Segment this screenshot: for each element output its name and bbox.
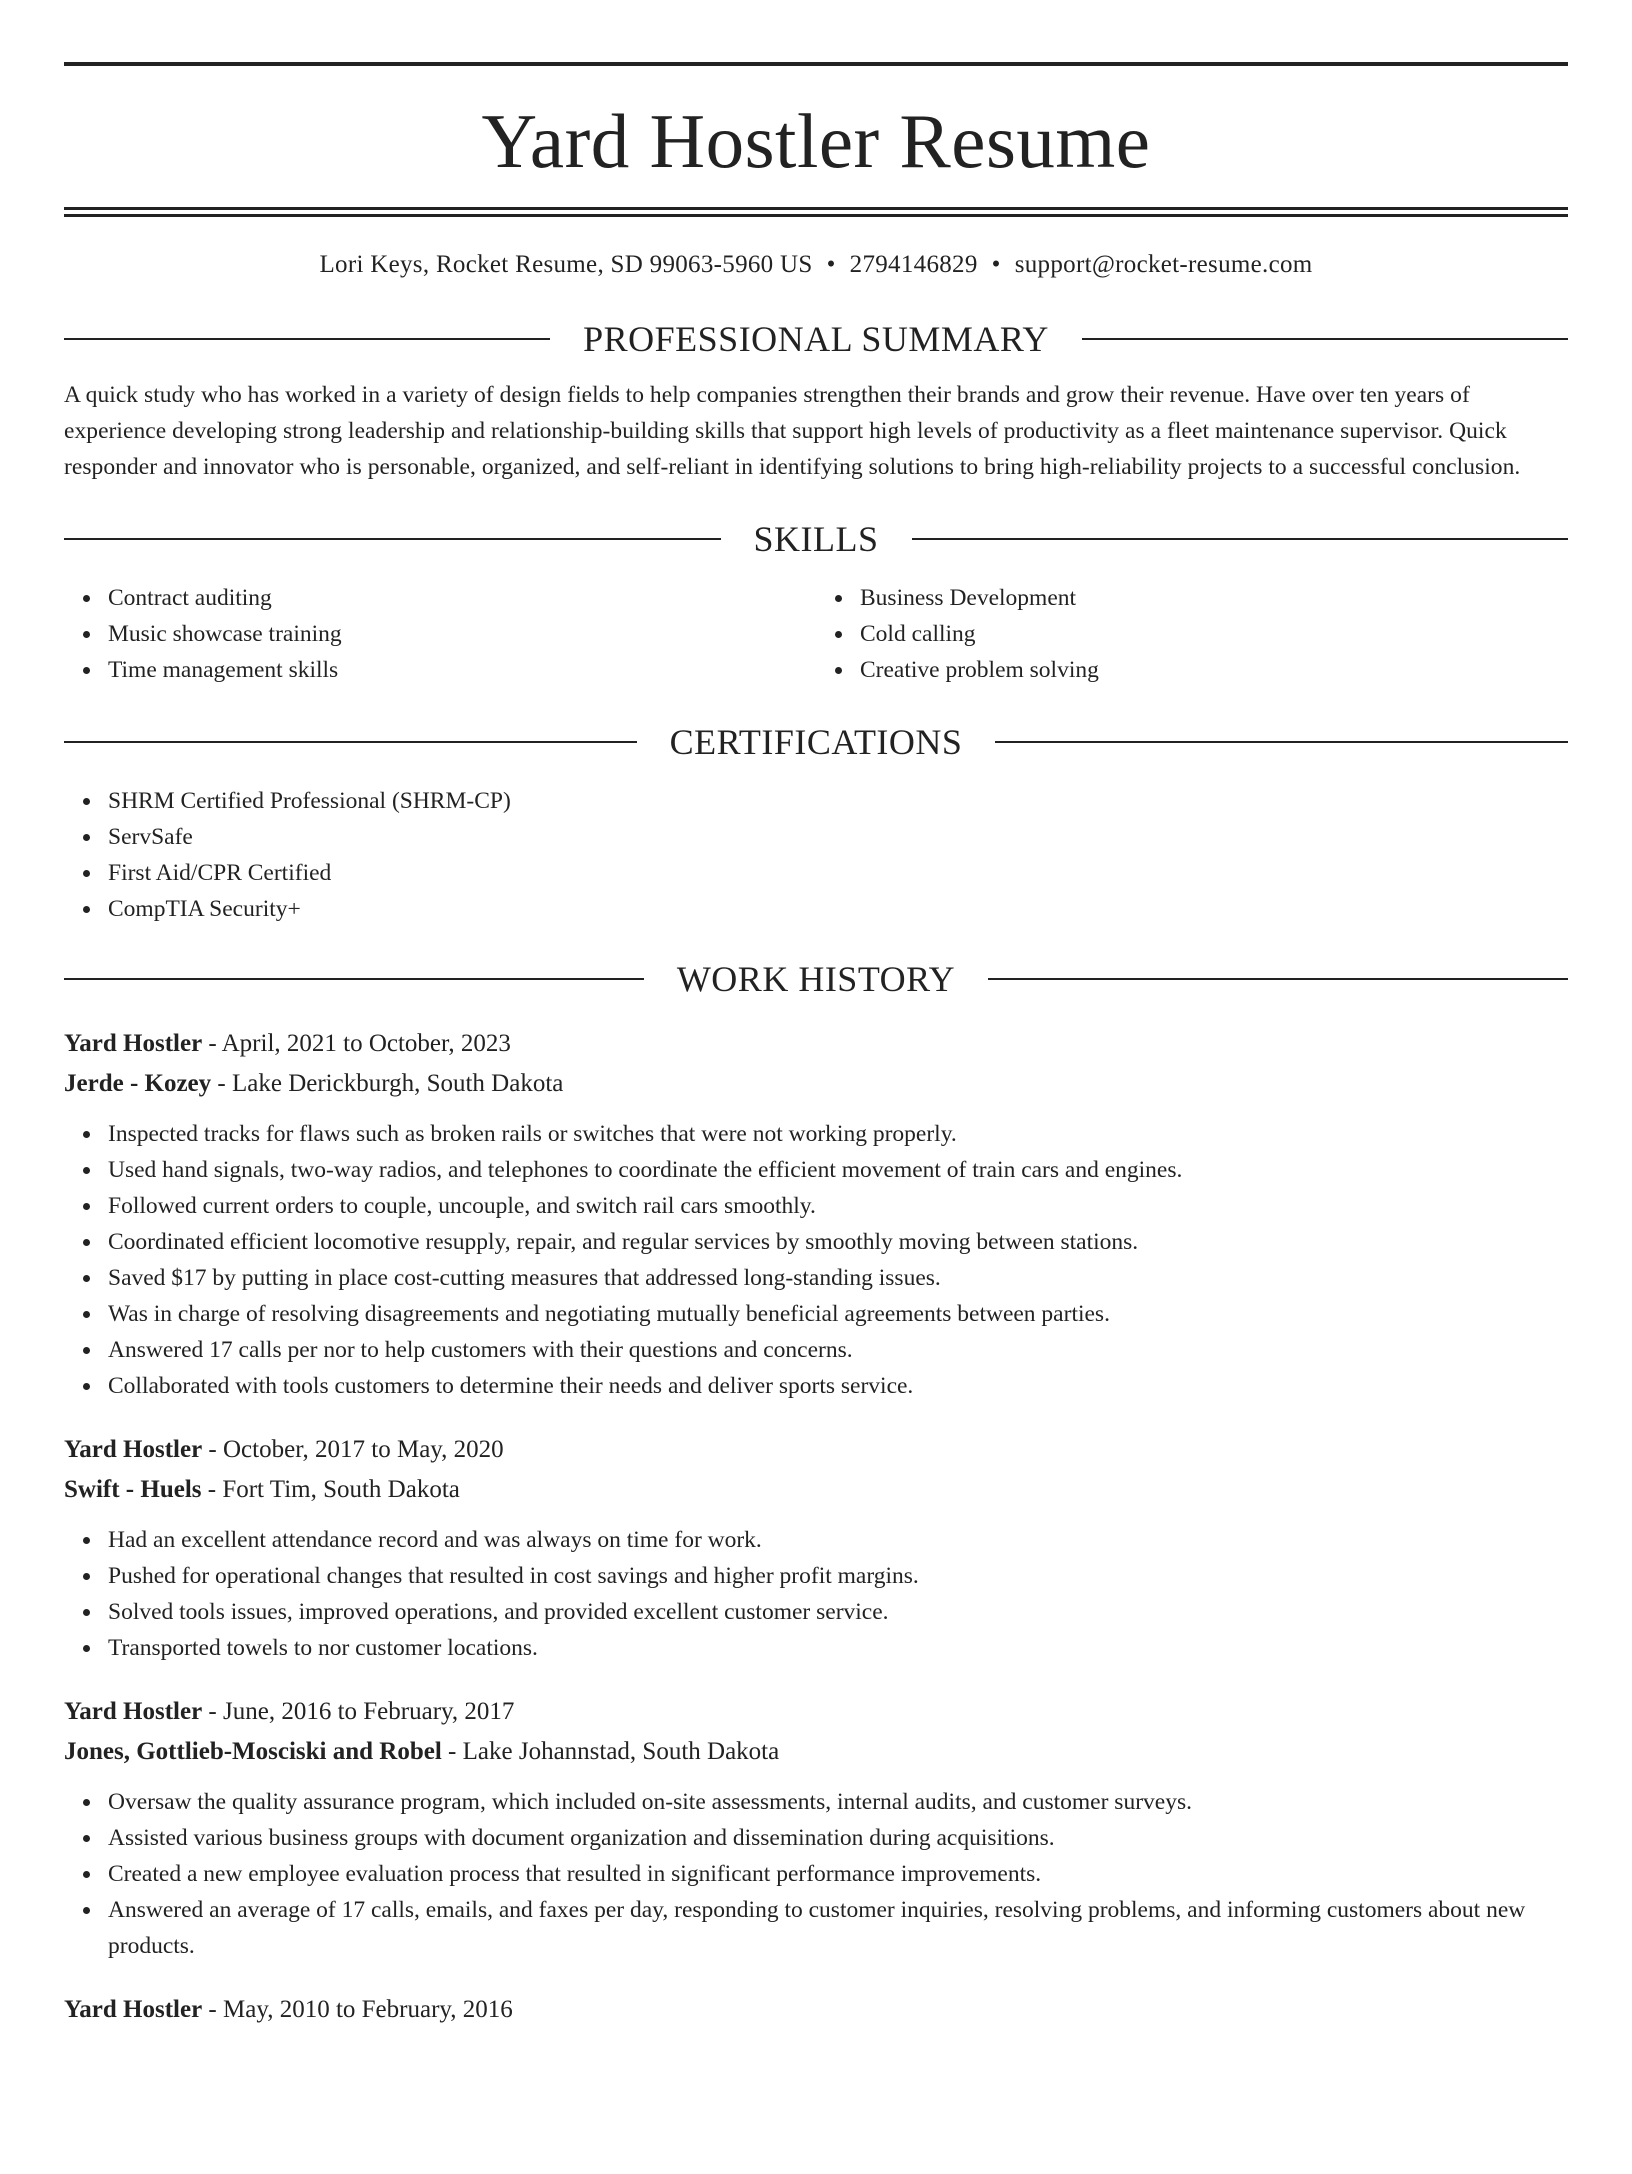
- job-title: Yard Hostler: [64, 1698, 203, 1725]
- job-entry: [64, 1990, 1568, 2030]
- job-location: - Lake Derickburgh, South Dakota: [211, 1070, 564, 1097]
- job-location: - Fort Tim, South Dakota: [201, 1476, 460, 1503]
- summary-section-heading: [64, 321, 1568, 357]
- job-title-line: [64, 1024, 1568, 1064]
- job-bullet: Followed current orders to couple, uncouple, and switch rail cars smoothly.: [108, 1188, 1568, 1224]
- heading-rule-left: [64, 538, 721, 540]
- resume-title: Yard Hostler Resume: [481, 98, 1151, 184]
- certification-item: ServSafe: [108, 819, 1568, 855]
- job-bullet: Answered 17 calls per nor to help customers with their questions and concerns.: [108, 1332, 1568, 1368]
- skills-list-left: [64, 580, 816, 688]
- summary-text: A quick study who has worked in a variety of design fields to help companies strengthen their brands and grow their revenue. Have over ten years of experience developing strong leadership and relationship-building skills that support high levels of productivity as a fleet maintenance supervisor. Quick responder and innovator who is personable, organized, and self-reliant in identifying solutions to bring high-reliability projects to a successful conclusion.: [64, 382, 1521, 480]
- skills-heading-text: SKILLS: [753, 519, 879, 559]
- job-title: Yard Hostler: [64, 1996, 203, 2023]
- contact-separator: •: [826, 251, 836, 278]
- job-bullets: [64, 1522, 1568, 1666]
- job-bullet: Had an excellent attendance record and was always on time for work.: [108, 1522, 1568, 1558]
- job-company: Swift - Huels: [64, 1476, 202, 1503]
- job-dates: - October, 2017 to May, 2020: [202, 1436, 504, 1463]
- skills-list-right: [816, 580, 1568, 688]
- job-bullet: Pushed for operational changes that resulted in cost savings and higher profit margins.: [108, 1558, 1568, 1594]
- job-bullet: Inspected tracks for flaws such as broken rails or switches that were not working properly.: [108, 1116, 1568, 1152]
- skills-column-right: [816, 580, 1568, 688]
- skills-section-heading: [64, 521, 1568, 557]
- header-double-rule: [64, 207, 1568, 217]
- contact-line: [64, 252, 1568, 277]
- contact-address: Lori Keys, Rocket Resume, SD 99063-5960 US: [319, 251, 813, 278]
- job-bullet: Solved tools issues, improved operations, and provided excellent customer service.: [108, 1594, 1568, 1630]
- job-title-line: [64, 1990, 1568, 2030]
- job-dates: - April, 2021 to October, 2023: [202, 1030, 511, 1057]
- skill-item: Contract auditing: [108, 580, 816, 616]
- skills-grid: [64, 580, 1568, 688]
- certifications-heading-text: CERTIFICATIONS: [669, 722, 963, 762]
- job-title: Yard Hostler: [64, 1030, 203, 1057]
- skill-item: Business Development: [860, 580, 1568, 616]
- heading-rule-right: [995, 741, 1568, 743]
- work-history-heading-text: WORK HISTORY: [676, 959, 956, 999]
- job-bullet: Transported towels to nor customer locations.: [108, 1630, 1568, 1666]
- job-title-line: [64, 1692, 1568, 1732]
- job-bullet: Was in charge of resolving disagreements and negotiating mutually beneficial agreements between parties.: [108, 1296, 1568, 1332]
- certification-item: SHRM Certified Professional (SHRM-CP): [108, 783, 1568, 819]
- job-bullet: Collaborated with tools customers to determine their needs and deliver sports service.: [108, 1368, 1568, 1404]
- job-bullets: [64, 1116, 1568, 1404]
- certifications-section-heading: [64, 724, 1568, 760]
- heading-rule-left: [64, 338, 550, 340]
- job-dates: - June, 2016 to February, 2017: [202, 1698, 515, 1725]
- skill-item: Creative problem solving: [860, 652, 1568, 688]
- job-bullet: Answered an average of 17 calls, emails, and faxes per day, responding to customer inquiries, resolving problems, and informing customers about new products.: [108, 1892, 1568, 1964]
- contact-phone: 2794146829: [849, 251, 978, 278]
- header-top-rule: [64, 62, 1568, 66]
- job-bullets: [64, 1784, 1568, 1964]
- job-entry: [64, 1692, 1568, 1964]
- summary-heading-text: PROFESSIONAL SUMMARY: [583, 319, 1049, 359]
- skill-item: Time management skills: [108, 652, 816, 688]
- skills-column-left: [64, 580, 816, 688]
- job-bullet: Assisted various business groups with document organization and dissemination during acquisitions.: [108, 1820, 1568, 1856]
- job-company: Jerde - Kozey: [64, 1070, 212, 1097]
- heading-rule-right: [1082, 338, 1568, 340]
- job-company-line: [64, 1470, 1568, 1510]
- skill-item: Music showcase training: [108, 616, 816, 652]
- contact-separator: •: [991, 251, 1001, 278]
- job-bullet: Used hand signals, two-way radios, and telephones to coordinate the efficient movement of train cars and engines.: [108, 1152, 1568, 1188]
- job-title-line: [64, 1430, 1568, 1470]
- certification-item: First Aid/CPR Certified: [108, 855, 1568, 891]
- job-title: Yard Hostler: [64, 1436, 203, 1463]
- job-bullet: Oversaw the quality assurance program, which included on-site assessments, internal audits, and customer surveys.: [108, 1784, 1568, 1820]
- work-history-section-heading: [64, 961, 1568, 997]
- certification-item: CompTIA Security+: [108, 891, 1568, 927]
- job-company: Jones, Gottlieb-Mosciski and Robel: [64, 1738, 442, 1765]
- heading-rule-right: [988, 978, 1568, 980]
- job-entry: [64, 1024, 1568, 1404]
- job-company-line: [64, 1732, 1568, 1772]
- job-location: - Lake Johannstad, South Dakota: [441, 1738, 780, 1765]
- heading-rule-right: [912, 538, 1569, 540]
- contact-email: support@rocket-resume.com: [1014, 251, 1313, 278]
- certifications-list: [64, 783, 1568, 927]
- job-bullet: Created a new employee evaluation process that resulted in significant performance improvements.: [108, 1856, 1568, 1892]
- job-dates: - May, 2010 to February, 2016: [202, 1996, 513, 2023]
- resume-page: [0, 62, 1632, 2174]
- job-entry: [64, 1430, 1568, 1666]
- job-company-line: [64, 1064, 1568, 1104]
- job-bullet: Saved $17 by putting in place cost-cutting measures that addressed long-standing issues.: [108, 1260, 1568, 1296]
- job-bullet: Coordinated efficient locomotive resupply, repair, and regular services by smoothly moving between stations.: [108, 1224, 1568, 1260]
- heading-rule-left: [64, 741, 637, 743]
- heading-rule-left: [64, 978, 644, 980]
- skill-item: Cold calling: [860, 616, 1568, 652]
